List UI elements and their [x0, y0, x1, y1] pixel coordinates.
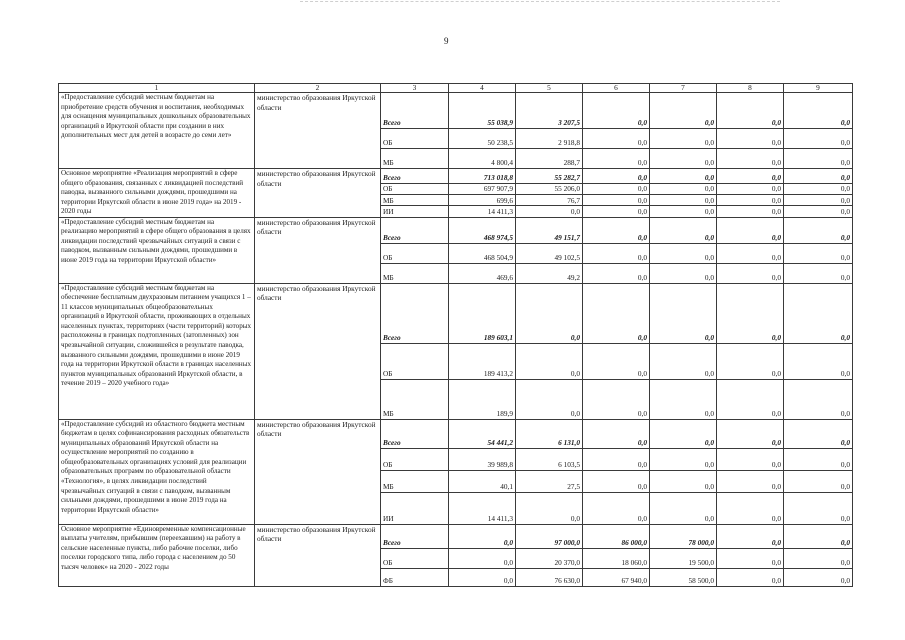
- amount-cell: 0,0: [784, 470, 853, 492]
- amount-cell: 0,0: [583, 93, 650, 129]
- table-row: [59, 169, 853, 184]
- amount-cell: 0,0: [717, 524, 784, 548]
- amount-cell: 0,0: [583, 169, 650, 184]
- table-row: [59, 524, 853, 548]
- amount-cell: 0,0: [449, 568, 516, 586]
- amount-cell: 0,0: [784, 169, 853, 184]
- amount-cell: 0,0: [650, 129, 717, 149]
- funding-source-cell: Всего: [381, 283, 449, 343]
- amount-cell: 0,0: [650, 93, 717, 129]
- amount-cell: 189 413,2: [449, 343, 516, 379]
- amount-cell: 0,0: [650, 448, 717, 470]
- amount-cell: 0,0: [583, 243, 650, 263]
- amount-cell: 0,0: [650, 217, 717, 243]
- measure-name-cell: «Предоставление субсидий местным бюджетам на приобретение средств обучения и воспитания, необходимых для оснащения муниципальных дошкольных образовательных организаций в Иркутской области при создании в них дополнительных мест для детей в возрасте до семи лет»: [59, 93, 255, 169]
- page-number: 9: [444, 36, 449, 46]
- measure-name-cell: «Предоставление субсидий местным бюджетам на реализацию мероприятий в сфере общего образования в целях ликвидации последствий чрезвычайных ситуаций в связи с паводком, вызванным сильными дождями, прошедшими в июне 2019 года на территории Иркутской области»: [59, 217, 255, 283]
- amount-cell: 0,0: [784, 379, 853, 419]
- amount-cell: 20 370,0: [516, 548, 583, 568]
- amount-cell: 19 500,0: [650, 548, 717, 568]
- table-row: [59, 217, 853, 243]
- amount-cell: 0,0: [784, 263, 853, 283]
- amount-cell: 39 989,8: [449, 448, 516, 470]
- measure-name-cell: «Предоставление субсидий местным бюджетам на обеспечение бесплатным двухразовым питанием учащихся 1 – 11 классов муниципальных общеобразовательных организаций в Иркутской области, проживающих в отдельных населенных пунктах, территориях (части территорий) которых расположены в границах подтопленных (затопленных) зон чрезвычайной ситуации, сложившейся в результате паводка, вызванного сильными дождями, прошедшими в июне 2019 года на территории Иркутской области в границах населенных пунктов муниципальных образований Иркутской области, в течение 2019 – 2020 учебного года»: [59, 283, 255, 419]
- amount-cell: 0,0: [650, 343, 717, 379]
- amount-cell: 0,0: [784, 548, 853, 568]
- amount-cell: 0,0: [583, 492, 650, 524]
- executor-cell: министерство образования Иркутской области: [255, 169, 381, 218]
- amount-cell: 0,0: [784, 149, 853, 169]
- amount-cell: 0,0: [583, 448, 650, 470]
- amount-cell: 58 500,0: [650, 568, 717, 586]
- amount-cell: 50 238,5: [449, 129, 516, 149]
- amount-cell: 0,0: [784, 129, 853, 149]
- amount-cell: 0,0: [784, 217, 853, 243]
- amount-cell: 469,6: [449, 263, 516, 283]
- amount-cell: 54 441,2: [449, 419, 516, 448]
- column-number: 8: [717, 84, 784, 93]
- amount-cell: 0,0: [583, 183, 650, 194]
- funding-source-cell: ИИ: [381, 492, 449, 524]
- amount-cell: 0,0: [583, 129, 650, 149]
- amount-cell: 0,0: [650, 149, 717, 169]
- funding-source-cell: ОБ: [381, 129, 449, 149]
- amount-cell: 49,2: [516, 263, 583, 283]
- amount-cell: 697 907,9: [449, 183, 516, 194]
- amount-cell: 40,1: [449, 470, 516, 492]
- funding-source-cell: Всего: [381, 419, 449, 448]
- amount-cell: 0,0: [650, 379, 717, 419]
- amount-cell: 18 060,0: [583, 548, 650, 568]
- funding-source-cell: ОБ: [381, 548, 449, 568]
- executor-cell: министерство образования Иркутской области: [255, 93, 381, 169]
- amount-cell: 0,0: [516, 379, 583, 419]
- amount-cell: 0,0: [784, 206, 853, 217]
- amount-cell: 0,0: [583, 470, 650, 492]
- column-number-row: [59, 84, 853, 93]
- funding-source-cell: ОБ: [381, 183, 449, 194]
- column-number: 1: [59, 84, 255, 93]
- amount-cell: 0,0: [717, 568, 784, 586]
- amount-cell: 67 940,0: [583, 568, 650, 586]
- table-row: [59, 283, 853, 343]
- amount-cell: 0,0: [717, 194, 784, 205]
- funding-source-cell: МБ: [381, 263, 449, 283]
- amount-cell: 0,0: [583, 263, 650, 283]
- amount-cell: 0,0: [717, 129, 784, 149]
- amount-cell: 6 131,0: [516, 419, 583, 448]
- amount-cell: 0,0: [784, 194, 853, 205]
- amount-cell: 0,0: [784, 492, 853, 524]
- amount-cell: 468 974,5: [449, 217, 516, 243]
- funding-source-cell: Всего: [381, 93, 449, 129]
- funding-source-cell: ОБ: [381, 243, 449, 263]
- executor-cell: министерство образования Иркутской области: [255, 217, 381, 283]
- amount-cell: 55 282,7: [516, 169, 583, 184]
- measure-name-cell: «Предоставление субсидий из областного бюджета местным бюджетам в целях софинансирования расходных обязательств муниципальных образований Иркутской области на осуществление мероприятий по созданию в общеобразовательных организациях условий для реализации образовательных программ по образовательной области «Технология», в целях ликвидации последствий чрезвычайных ситуаций в связи с паводком, вызванным сильными дождями, прошедшими в июне 2019 года на территории Иркутской области»: [59, 419, 255, 524]
- measure-name-cell: Основное мероприятие «Единовременные компенсационные выплаты учителям, прибывшим (переехавшим) на работу в сельские населенные пункты, либо рабочие поселки, либо поселки городского типа, либо города с населением до 50 тысяч человек» на 2020 - 2022 годы: [59, 524, 255, 586]
- top-scan-line: [300, 1, 780, 2]
- amount-cell: 0,0: [583, 283, 650, 343]
- amount-cell: 0,0: [784, 448, 853, 470]
- amount-cell: 0,0: [516, 492, 583, 524]
- amount-cell: 0,0: [583, 419, 650, 448]
- amount-cell: 2 918,8: [516, 129, 583, 149]
- measure-name-cell: Основное мероприятие «Реализация мероприятий в сфере общего образования, связанных с ликвидацией последствий паводка, вызванного сильными дождями, прошедшими на территории Иркутской области в июне 2019 года» на 2019 - 2020 годы: [59, 169, 255, 218]
- amount-cell: 0,0: [583, 194, 650, 205]
- executor-cell: министерство образования Иркутской области: [255, 419, 381, 524]
- table-row: [59, 419, 853, 448]
- amount-cell: 0,0: [583, 379, 650, 419]
- amount-cell: 0,0: [717, 149, 784, 169]
- amount-cell: 0,0: [717, 217, 784, 243]
- funding-source-cell: МБ: [381, 149, 449, 169]
- amount-cell: 699,6: [449, 194, 516, 205]
- amount-cell: 189,9: [449, 379, 516, 419]
- funding-source-cell: ИИ: [381, 206, 449, 217]
- funding-source-cell: Всего: [381, 524, 449, 548]
- column-number: 7: [650, 84, 717, 93]
- amount-cell: 27,5: [516, 470, 583, 492]
- amount-cell: 3 207,5: [516, 93, 583, 129]
- amount-cell: 78 000,0: [650, 524, 717, 548]
- funding-source-cell: МБ: [381, 194, 449, 205]
- funding-source-cell: МБ: [381, 379, 449, 419]
- amount-cell: 0,0: [784, 93, 853, 129]
- amount-cell: 0,0: [583, 217, 650, 243]
- amount-cell: 49 102,5: [516, 243, 583, 263]
- amount-cell: 4 800,4: [449, 149, 516, 169]
- amount-cell: 0,0: [650, 194, 717, 205]
- amount-cell: 0,0: [650, 263, 717, 283]
- column-number: 2: [255, 84, 381, 93]
- amount-cell: 97 000,0: [516, 524, 583, 548]
- amount-cell: 14 411,3: [449, 206, 516, 217]
- funding-source-cell: ФБ: [381, 568, 449, 586]
- column-number: 5: [516, 84, 583, 93]
- amount-cell: 0,0: [784, 419, 853, 448]
- amount-cell: 0,0: [784, 343, 853, 379]
- amount-cell: 713 018,8: [449, 169, 516, 184]
- amount-cell: 0,0: [717, 206, 784, 217]
- amount-cell: 0,0: [449, 524, 516, 548]
- funding-source-cell: Всего: [381, 217, 449, 243]
- amount-cell: 0,0: [717, 419, 784, 448]
- amount-cell: 0,0: [449, 548, 516, 568]
- column-number: 6: [583, 84, 650, 93]
- column-number: 9: [784, 84, 853, 93]
- amount-cell: 0,0: [650, 243, 717, 263]
- amount-cell: 0,0: [650, 169, 717, 184]
- amount-cell: 76 630,0: [516, 568, 583, 586]
- amount-cell: 14 411,3: [449, 492, 516, 524]
- amount-cell: 0,0: [650, 492, 717, 524]
- amount-cell: 0,0: [650, 470, 717, 492]
- column-number: 3: [381, 84, 449, 93]
- amount-cell: 0,0: [717, 93, 784, 129]
- amount-cell: 0,0: [650, 419, 717, 448]
- amount-cell: 0,0: [650, 283, 717, 343]
- amount-cell: 0,0: [717, 283, 784, 343]
- amount-cell: 49 151,7: [516, 217, 583, 243]
- amount-cell: 0,0: [516, 343, 583, 379]
- amount-cell: 0,0: [717, 263, 784, 283]
- amount-cell: 55 038,9: [449, 93, 516, 129]
- table-row: [59, 93, 853, 129]
- funding-source-cell: МБ: [381, 470, 449, 492]
- amount-cell: 76,7: [516, 194, 583, 205]
- amount-cell: 0,0: [784, 568, 853, 586]
- amount-cell: 0,0: [717, 379, 784, 419]
- amount-cell: 0,0: [717, 492, 784, 524]
- amount-cell: 0,0: [650, 183, 717, 194]
- amount-cell: 288,7: [516, 149, 583, 169]
- amount-cell: 189 603,1: [449, 283, 516, 343]
- amount-cell: 86 000,0: [583, 524, 650, 548]
- executor-cell: министерство образования Иркутской области: [255, 283, 381, 419]
- column-number: 4: [449, 84, 516, 93]
- amount-cell: 0,0: [784, 524, 853, 548]
- amount-cell: 0,0: [583, 343, 650, 379]
- executor-cell: министерство образования Иркутской области: [255, 524, 381, 586]
- amount-cell: 6 103,5: [516, 448, 583, 470]
- amount-cell: 0,0: [717, 169, 784, 184]
- amount-cell: 0,0: [717, 548, 784, 568]
- amount-cell: 0,0: [717, 243, 784, 263]
- amount-cell: 0,0: [583, 206, 650, 217]
- budget-table: [58, 83, 853, 587]
- amount-cell: 0,0: [650, 206, 717, 217]
- amount-cell: 0,0: [717, 470, 784, 492]
- funding-source-cell: ОБ: [381, 448, 449, 470]
- amount-cell: 0,0: [516, 283, 583, 343]
- amount-cell: 55 206,0: [516, 183, 583, 194]
- amount-cell: 0,0: [583, 149, 650, 169]
- amount-cell: 0,0: [717, 343, 784, 379]
- amount-cell: 0,0: [784, 243, 853, 263]
- amount-cell: 0,0: [784, 283, 853, 343]
- funding-source-cell: Всего: [381, 169, 449, 184]
- amount-cell: 0,0: [717, 183, 784, 194]
- amount-cell: 0,0: [784, 183, 853, 194]
- amount-cell: 468 504,9: [449, 243, 516, 263]
- amount-cell: 0,0: [717, 448, 784, 470]
- amount-cell: 0,0: [516, 206, 583, 217]
- funding-source-cell: ОБ: [381, 343, 449, 379]
